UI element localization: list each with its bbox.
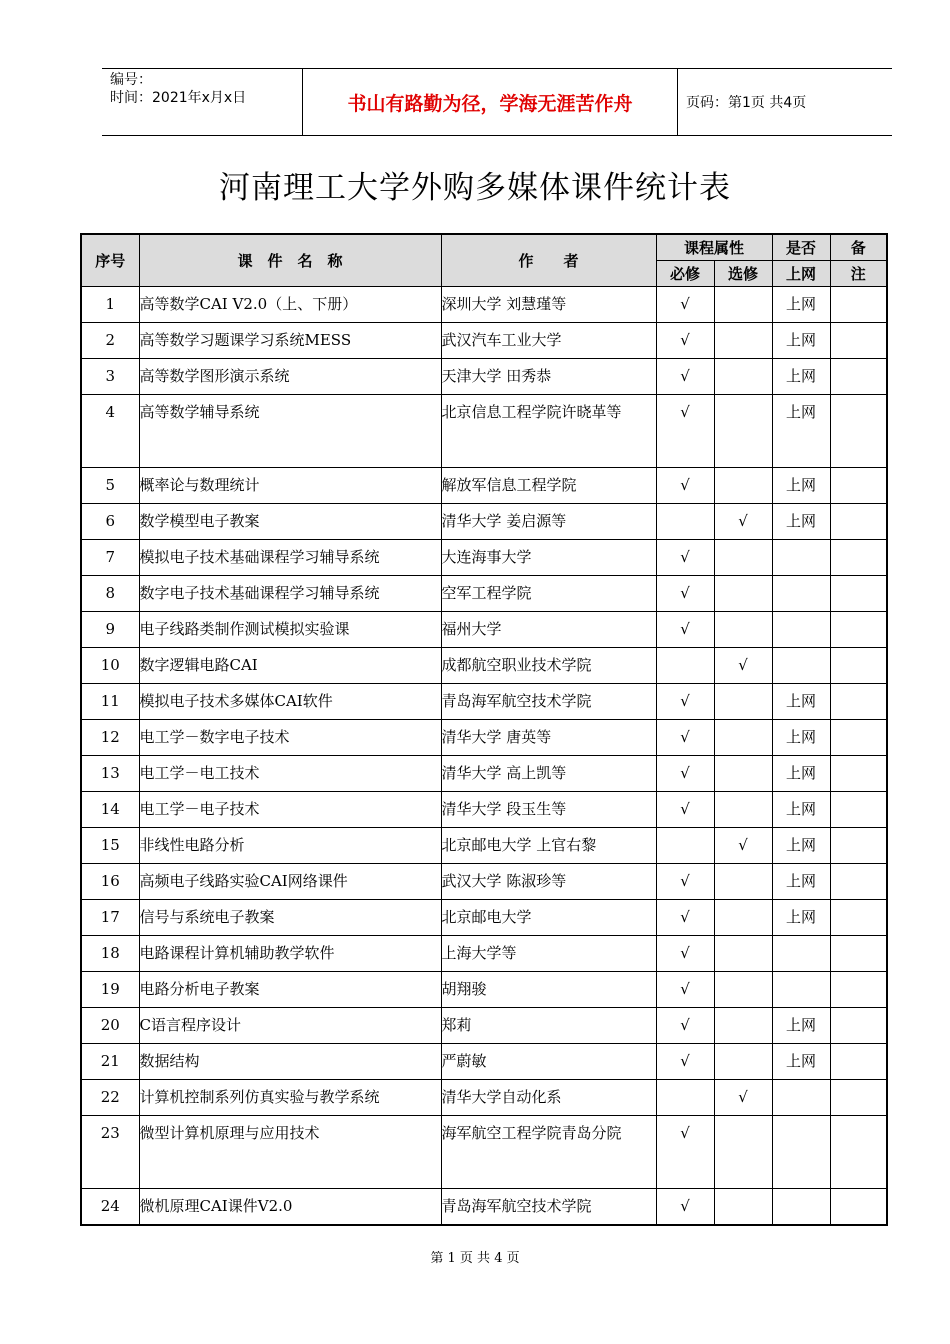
header-name: 课 件 名 称 bbox=[139, 234, 441, 286]
cell-name: 高等数学CAI V2.0（上、下册） bbox=[139, 286, 441, 322]
cell-remark bbox=[830, 647, 887, 683]
cell-required: √ bbox=[656, 286, 714, 322]
cell-name: 数字逻辑电路CAI bbox=[139, 647, 441, 683]
cell-required: √ bbox=[656, 539, 714, 575]
header-course-attr: 课程属性 bbox=[656, 234, 772, 260]
cell-online: 上网 bbox=[772, 719, 830, 755]
number-label: 编号： bbox=[110, 72, 152, 88]
cell-author: 清华大学 段玉生等 bbox=[441, 791, 656, 827]
cell-remark bbox=[830, 611, 887, 647]
cell-required: √ bbox=[656, 791, 714, 827]
cell-elective bbox=[714, 1043, 772, 1079]
cell-elective: √ bbox=[714, 1079, 772, 1115]
cell-online bbox=[772, 935, 830, 971]
cell-elective bbox=[714, 1007, 772, 1043]
cell-elective: √ bbox=[714, 503, 772, 539]
cell-author: 北京邮电大学 bbox=[441, 899, 656, 935]
cell-required: √ bbox=[656, 394, 714, 467]
cell-online: 上网 bbox=[772, 1043, 830, 1079]
header-page-info: 页码：第1页 共4页 bbox=[686, 95, 807, 111]
cell-remark bbox=[830, 503, 887, 539]
cell-name: 电子线路类制作测试模拟实验课 bbox=[139, 611, 441, 647]
table-row bbox=[81, 827, 887, 863]
header-author: 作 者 bbox=[441, 234, 656, 286]
cell-name: 信号与系统电子教案 bbox=[139, 899, 441, 935]
cell-seq: 17 bbox=[81, 899, 139, 935]
cell-author: 青岛海军航空技术学院 bbox=[441, 1188, 656, 1225]
cell-author: 严蔚敏 bbox=[441, 1043, 656, 1079]
table-row bbox=[81, 394, 887, 467]
cell-required: √ bbox=[656, 755, 714, 791]
header-remark-2: 注 bbox=[830, 260, 887, 286]
cell-name: C语言程序设计 bbox=[139, 1007, 441, 1043]
cell-author: 解放军信息工程学院 bbox=[441, 467, 656, 503]
cell-seq: 9 bbox=[81, 611, 139, 647]
page-header bbox=[102, 68, 892, 136]
cell-required: √ bbox=[656, 935, 714, 971]
cell-seq: 14 bbox=[81, 791, 139, 827]
cell-remark bbox=[830, 467, 887, 503]
cell-online bbox=[772, 1188, 830, 1225]
cell-elective bbox=[714, 971, 772, 1007]
cell-remark bbox=[830, 755, 887, 791]
cell-remark bbox=[830, 1043, 887, 1079]
cell-author: 武汉大学 陈淑珍等 bbox=[441, 863, 656, 899]
cell-author: 天津大学 田秀恭 bbox=[441, 358, 656, 394]
cell-online bbox=[772, 1115, 830, 1188]
cell-elective bbox=[714, 899, 772, 935]
cell-name: 微型计算机原理与应用技术 bbox=[139, 1115, 441, 1188]
cell-elective bbox=[714, 322, 772, 358]
cell-online: 上网 bbox=[772, 827, 830, 863]
table-row bbox=[81, 1188, 887, 1225]
page-footer: 第 1 页 共 4 页 bbox=[430, 1251, 520, 1266]
cell-seq: 18 bbox=[81, 935, 139, 971]
cell-online: 上网 bbox=[772, 358, 830, 394]
cell-required: √ bbox=[656, 358, 714, 394]
cell-remark bbox=[830, 1188, 887, 1225]
cell-seq: 6 bbox=[81, 503, 139, 539]
cell-name: 模拟电子技术多媒体CAI软件 bbox=[139, 683, 441, 719]
header-required: 必修 bbox=[656, 260, 714, 286]
cell-elective bbox=[714, 935, 772, 971]
header-meta bbox=[102, 69, 303, 135]
cell-elective bbox=[714, 719, 772, 755]
cell-required: √ bbox=[656, 719, 714, 755]
cell-elective: √ bbox=[714, 827, 772, 863]
cell-elective: √ bbox=[714, 647, 772, 683]
cell-name: 微机原理CAI课件V2.0 bbox=[139, 1188, 441, 1225]
cell-seq: 2 bbox=[81, 322, 139, 358]
cell-remark bbox=[830, 286, 887, 322]
cell-remark bbox=[830, 358, 887, 394]
cell-seq: 4 bbox=[81, 394, 139, 467]
cell-online bbox=[772, 575, 830, 611]
cell-remark bbox=[830, 1115, 887, 1188]
cell-elective bbox=[714, 863, 772, 899]
cell-elective bbox=[714, 358, 772, 394]
cell-required bbox=[656, 647, 714, 683]
table-row bbox=[81, 575, 887, 611]
cell-required: √ bbox=[656, 1188, 714, 1225]
cell-seq: 11 bbox=[81, 683, 139, 719]
cell-seq: 15 bbox=[81, 827, 139, 863]
cell-name: 电路课程计算机辅助教学软件 bbox=[139, 935, 441, 971]
courseware-table bbox=[80, 233, 888, 1226]
cell-required: √ bbox=[656, 611, 714, 647]
cell-required bbox=[656, 503, 714, 539]
cell-name: 高等数学图形演示系统 bbox=[139, 358, 441, 394]
cell-author: 青岛海军航空技术学院 bbox=[441, 683, 656, 719]
cell-elective bbox=[714, 286, 772, 322]
cell-author: 海军航空工程学院青岛分院 bbox=[441, 1115, 656, 1188]
table-row bbox=[81, 358, 887, 394]
table-row bbox=[81, 1115, 887, 1188]
cell-required: √ bbox=[656, 1007, 714, 1043]
cell-name: 电工学－电子技术 bbox=[139, 791, 441, 827]
table-row bbox=[81, 322, 887, 358]
header-online-2: 上网 bbox=[772, 260, 830, 286]
header-seq: 序号 bbox=[81, 234, 139, 286]
cell-required bbox=[656, 827, 714, 863]
table-row bbox=[81, 1043, 887, 1079]
cell-seq: 21 bbox=[81, 1043, 139, 1079]
cell-online: 上网 bbox=[772, 683, 830, 719]
cell-remark bbox=[830, 322, 887, 358]
table-row bbox=[81, 503, 887, 539]
table-body bbox=[81, 286, 887, 1225]
cell-required: √ bbox=[656, 683, 714, 719]
cell-required: √ bbox=[656, 467, 714, 503]
cell-seq: 22 bbox=[81, 1079, 139, 1115]
cell-remark bbox=[830, 791, 887, 827]
cell-elective bbox=[714, 1188, 772, 1225]
table-row bbox=[81, 719, 887, 755]
cell-elective bbox=[714, 467, 772, 503]
cell-author: 成都航空职业技术学院 bbox=[441, 647, 656, 683]
cell-seq: 3 bbox=[81, 358, 139, 394]
cell-seq: 19 bbox=[81, 971, 139, 1007]
table-row bbox=[81, 467, 887, 503]
cell-remark bbox=[830, 539, 887, 575]
cell-remark bbox=[830, 899, 887, 935]
cell-online: 上网 bbox=[772, 322, 830, 358]
cell-required: √ bbox=[656, 322, 714, 358]
cell-name: 非线性电路分析 bbox=[139, 827, 441, 863]
cell-online bbox=[772, 971, 830, 1007]
cell-remark bbox=[830, 971, 887, 1007]
cell-elective bbox=[714, 539, 772, 575]
cell-author: 大连海事大学 bbox=[441, 539, 656, 575]
header-motto: 书山有路勤为径，学海无涯苦作舟 bbox=[303, 69, 678, 135]
cell-name: 电工学－数字电子技术 bbox=[139, 719, 441, 755]
cell-online bbox=[772, 539, 830, 575]
cell-online: 上网 bbox=[772, 863, 830, 899]
cell-required: √ bbox=[656, 575, 714, 611]
cell-required: √ bbox=[656, 971, 714, 1007]
cell-online: 上网 bbox=[772, 467, 830, 503]
cell-elective bbox=[714, 611, 772, 647]
table-row bbox=[81, 971, 887, 1007]
cell-online: 上网 bbox=[772, 394, 830, 467]
cell-required: √ bbox=[656, 1043, 714, 1079]
cell-required: √ bbox=[656, 899, 714, 935]
cell-remark bbox=[830, 719, 887, 755]
cell-remark bbox=[830, 394, 887, 467]
cell-seq: 23 bbox=[81, 1115, 139, 1188]
cell-seq: 5 bbox=[81, 467, 139, 503]
cell-required: √ bbox=[656, 1115, 714, 1188]
cell-name: 电工学－电工技术 bbox=[139, 755, 441, 791]
cell-elective bbox=[714, 394, 772, 467]
table-row bbox=[81, 286, 887, 322]
cell-seq: 8 bbox=[81, 575, 139, 611]
cell-author: 清华大学 高上凯等 bbox=[441, 755, 656, 791]
time-label: 时间：2021年x月x日 bbox=[110, 90, 247, 106]
table-row bbox=[81, 611, 887, 647]
cell-online: 上网 bbox=[772, 755, 830, 791]
cell-name: 高等数学习题课学习系统MESS bbox=[139, 322, 441, 358]
cell-online bbox=[772, 1079, 830, 1115]
cell-remark bbox=[830, 863, 887, 899]
cell-name: 模拟电子技术基础课程学习辅导系统 bbox=[139, 539, 441, 575]
cell-online bbox=[772, 647, 830, 683]
cell-author: 深圳大学 刘慧瑾等 bbox=[441, 286, 656, 322]
table-row bbox=[81, 791, 887, 827]
cell-author: 北京邮电大学 上官右黎 bbox=[441, 827, 656, 863]
cell-remark bbox=[830, 1079, 887, 1115]
cell-online: 上网 bbox=[772, 286, 830, 322]
cell-remark bbox=[830, 1007, 887, 1043]
page-title: 河南理工大学外购多媒体课件统计表 bbox=[219, 170, 731, 206]
cell-remark bbox=[830, 935, 887, 971]
cell-author: 福州大学 bbox=[441, 611, 656, 647]
table-row bbox=[81, 899, 887, 935]
cell-author: 郑莉 bbox=[441, 1007, 656, 1043]
cell-name: 高等数学辅导系统 bbox=[139, 394, 441, 467]
cell-name: 数字电子技术基础课程学习辅导系统 bbox=[139, 575, 441, 611]
cell-elective bbox=[714, 755, 772, 791]
cell-online: 上网 bbox=[772, 791, 830, 827]
cell-seq: 7 bbox=[81, 539, 139, 575]
table-row bbox=[81, 863, 887, 899]
table-row bbox=[81, 647, 887, 683]
table-row bbox=[81, 935, 887, 971]
cell-seq: 20 bbox=[81, 1007, 139, 1043]
cell-author: 清华大学 唐英等 bbox=[441, 719, 656, 755]
table-row bbox=[81, 683, 887, 719]
table-row bbox=[81, 1079, 887, 1115]
cell-name: 计算机控制系列仿真实验与教学系统 bbox=[139, 1079, 441, 1115]
cell-required: √ bbox=[656, 863, 714, 899]
cell-author: 上海大学等 bbox=[441, 935, 656, 971]
cell-name: 数学模型电子教案 bbox=[139, 503, 441, 539]
cell-elective bbox=[714, 575, 772, 611]
header-elective: 选修 bbox=[714, 260, 772, 286]
cell-online: 上网 bbox=[772, 899, 830, 935]
cell-author: 北京信息工程学院许晓革等 bbox=[441, 394, 656, 467]
cell-name: 高频电子线路实验CAI网络课件 bbox=[139, 863, 441, 899]
header-remark-1: 备 bbox=[830, 234, 887, 260]
cell-seq: 13 bbox=[81, 755, 139, 791]
cell-online: 上网 bbox=[772, 503, 830, 539]
cell-seq: 24 bbox=[81, 1188, 139, 1225]
cell-remark bbox=[830, 683, 887, 719]
cell-seq: 10 bbox=[81, 647, 139, 683]
cell-seq: 1 bbox=[81, 286, 139, 322]
cell-remark bbox=[830, 575, 887, 611]
cell-remark bbox=[830, 827, 887, 863]
cell-elective bbox=[714, 791, 772, 827]
cell-online bbox=[772, 611, 830, 647]
cell-seq: 12 bbox=[81, 719, 139, 755]
cell-elective bbox=[714, 683, 772, 719]
cell-required bbox=[656, 1079, 714, 1115]
cell-author: 清华大学 姜启源等 bbox=[441, 503, 656, 539]
cell-name: 概率论与数理统计 bbox=[139, 467, 441, 503]
cell-author: 胡翔骏 bbox=[441, 971, 656, 1007]
cell-name: 数据结构 bbox=[139, 1043, 441, 1079]
cell-online: 上网 bbox=[772, 1007, 830, 1043]
cell-elective bbox=[714, 1115, 772, 1188]
table-row bbox=[81, 539, 887, 575]
cell-author: 武汉汽车工业大学 bbox=[441, 322, 656, 358]
cell-name: 电路分析电子教案 bbox=[139, 971, 441, 1007]
cell-author: 清华大学自动化系 bbox=[441, 1079, 656, 1115]
header-online-1: 是否 bbox=[772, 234, 830, 260]
cell-seq: 16 bbox=[81, 863, 139, 899]
table-row bbox=[81, 755, 887, 791]
table-row bbox=[81, 1007, 887, 1043]
cell-author: 空军工程学院 bbox=[441, 575, 656, 611]
